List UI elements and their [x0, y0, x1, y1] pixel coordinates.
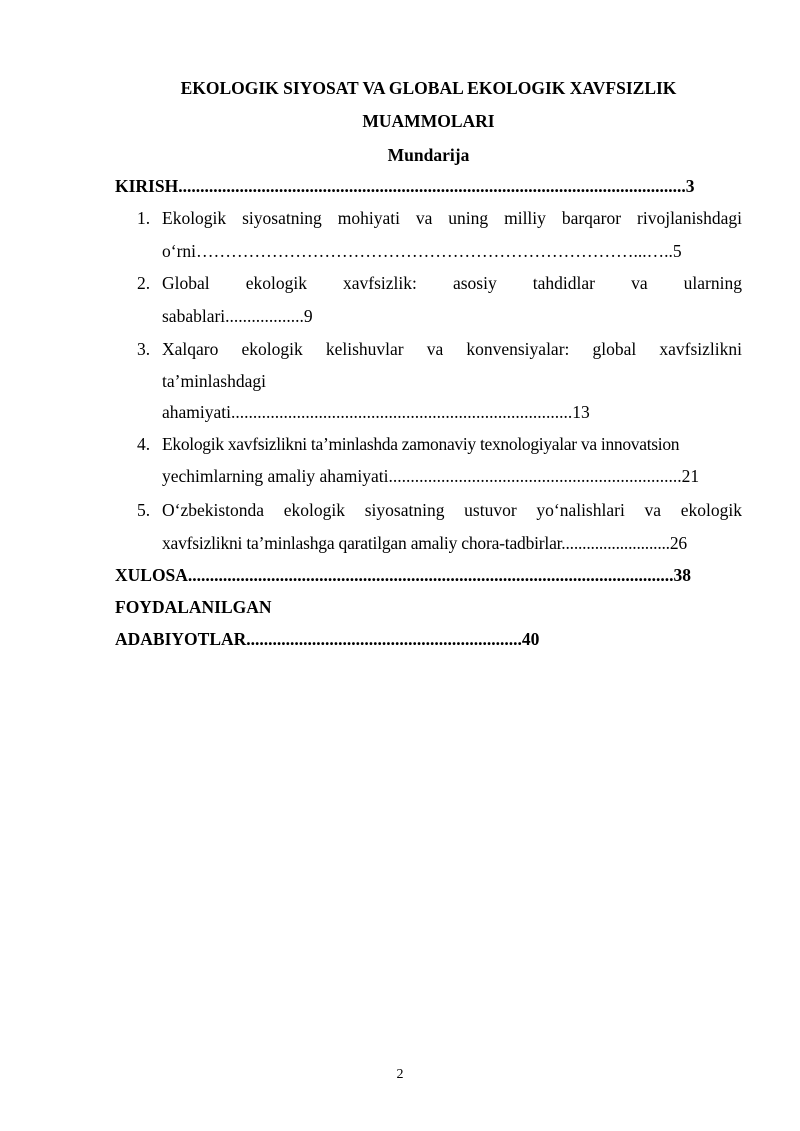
toc-item-3-line-2: ta’minlashdagi: [162, 371, 267, 391]
toc-item-number: 2.: [137, 273, 151, 293]
toc-item-4-line-1: Ekologik xavfsizlikni ta’minlashda zamonaviy texnologiyalar va innovatsion: [162, 434, 680, 454]
toc-item-5-line-1: O‘zbekistonda ekologik siyosatning ustuvor yo‘nalishlari va ekologik: [162, 500, 742, 520]
table-of-contents-heading: Mundarija: [387, 145, 470, 165]
toc-item-number: 1.: [137, 208, 151, 228]
toc-entry-references-line-2: ADABIYOTLAR...............................................................40: [115, 629, 540, 649]
toc-item-number: 5.: [137, 500, 151, 520]
toc-item-5-line-2: xavfsizlikni ta’minlashga qaratilgan amaliy chora-tadbirlar..........................26: [162, 533, 687, 553]
toc-item-2-line-2: sabablari..................9: [162, 306, 313, 326]
toc-item-4-line-2: yechimlarning amaliy ahamiyati...................................................................21: [162, 466, 700, 486]
toc-item-1-line-1: Ekologik siyosatning mohiyati va uning milliy barqaror rivojlanishdagi: [162, 208, 742, 228]
document-title-line-2: MUAMMOLARI: [362, 111, 495, 131]
toc-item-3-line-3: ahamiyati..............................................................................13: [162, 402, 590, 422]
toc-item-1-line-2: o‘rni…………………………………………………………………...…..5: [162, 241, 682, 261]
toc-item-number: 3.: [137, 339, 151, 359]
toc-item-3-line-1: Xalqaro ekologik kelishuvlar va konvensiyalar: global xavfsizlikni: [162, 339, 742, 359]
page-number: 2: [396, 1067, 404, 1082]
toc-entry-conclusion: XULOSA...............................................................................................................38: [115, 565, 692, 585]
document-title-line-1: EKOLOGIK SIYOSAT VA GLOBAL EKOLOGIK XAVFSIZLIK: [180, 78, 677, 98]
toc-item-2-line-1: Global ekologik xavfsizlik: asosiy tahdidlar va ularning: [162, 273, 742, 293]
toc-item-number: 4.: [137, 434, 151, 454]
toc-entry-references-line-1: FOYDALANILGAN: [115, 597, 272, 617]
toc-entry-introduction: KIRISH....................................................................................................................3: [115, 176, 695, 196]
